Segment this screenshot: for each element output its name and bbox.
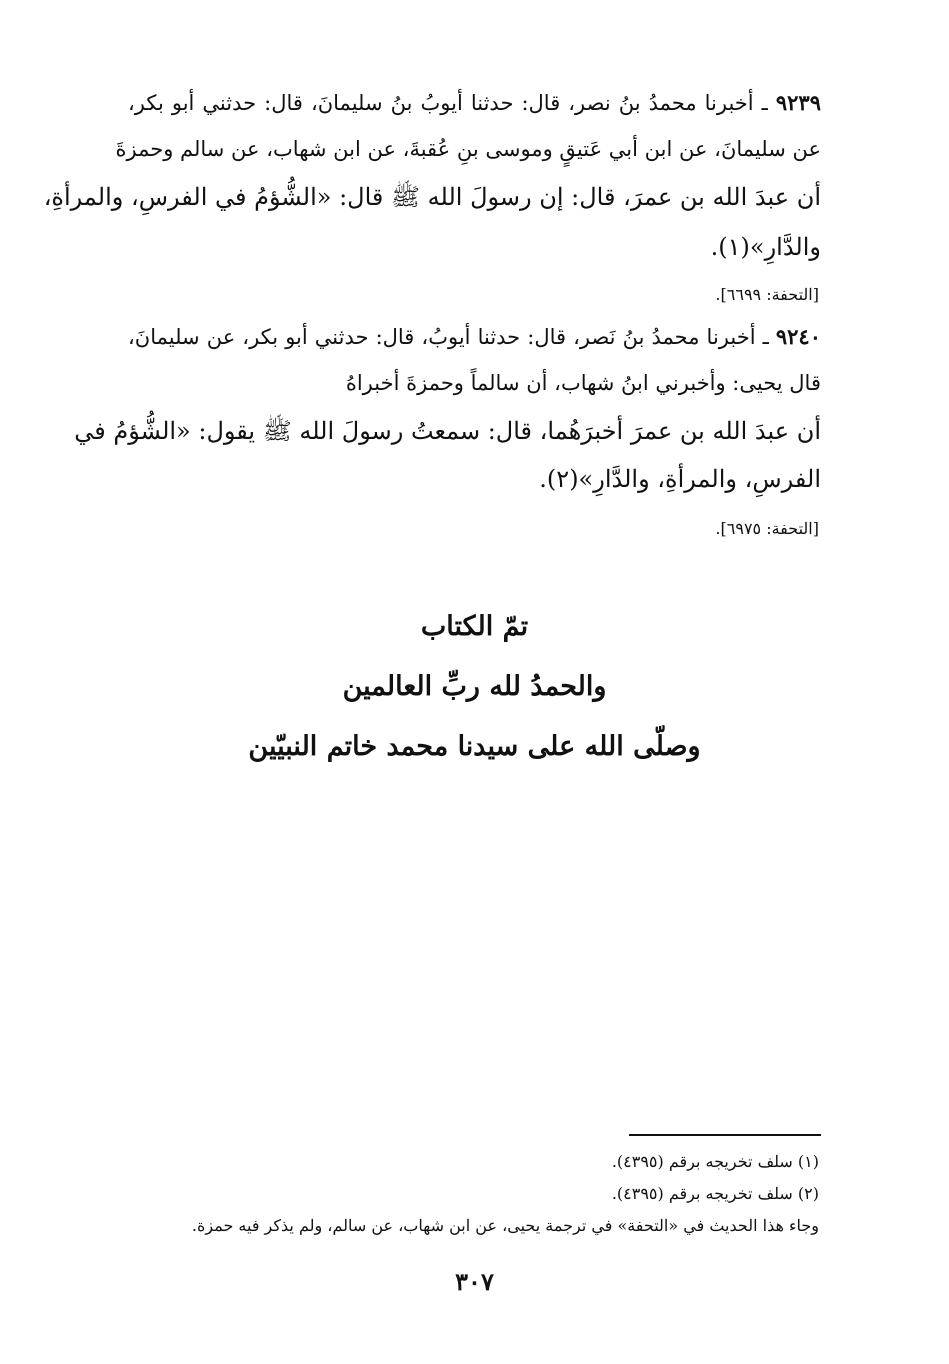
footnote-2-note: وجاء هذا الحديث في «التحفة» في ترجمة يحيى، عن ابن شهاب، عن سالم، ولم يذكر فيه حمزة. <box>191 1216 819 1235</box>
hadith-9239-line-2: عن سليمانَ، عن ابن أبي عَتيقٍ وموسى بنِ عُقبةَ، عن ابن شهاب، عن سالم وحمزةَ <box>115 137 821 161</box>
hadith-9240-line-2: قال يحيى: وأخبرني ابنُ شهاب، أن سالماً وحمزةَ أخبراهُ <box>345 371 821 395</box>
tuhfa-reference: [التحفة: ٦٦٩٩]. <box>715 285 819 304</box>
closing-line-1: تمّ الكتاب <box>420 611 529 642</box>
page-number: ٣٠٧ <box>455 1267 494 1296</box>
hadith-9240-line-3: أن عبدَ الله بن عمرَ أخبرَهُما، قال: سمعتُ رسولَ الله ﷺ يقول: «الشُّؤمُ في <box>74 417 821 445</box>
hadith-number: ٩٢٣٩ <box>775 90 821 115</box>
tuhfa-reference: [التحفة: ٦٩٧٥]. <box>715 519 819 538</box>
closing-line-3: وصلّى الله على سيدنا محمد خاتم النبيّين <box>248 731 701 762</box>
hadith-number: ٩٢٤٠ <box>775 324 821 349</box>
footnote-1: (١) سلف تخريجه برقم (٤٣٩٥). <box>611 1152 819 1171</box>
hadith-text: ـ أخبرنا محمدُ بنُ نَصر، قال: حدثنا أيوبُ، قال: حدثني أبو بكر، عن سليمانَ، <box>128 325 769 349</box>
hadith-9239-line-3: أن عبدَ الله بن عمرَ، قال: إن رسولَ الله ﷺ قال: «الشُّؤمُ في الفرسِ، والمرأةِ، <box>43 183 821 211</box>
footnote-divider <box>629 1134 821 1136</box>
footnote-2: (٢) سلف تخريجه برقم (٤٣٩٥). <box>611 1184 819 1203</box>
hadith-9240-line-1 <box>128 322 821 352</box>
hadith-9240-line-4: الفرسِ، والمرأةِ، والدَّارِ»(٢). <box>539 465 821 493</box>
hadith-9239-line-4: والدَّارِ»(١). <box>710 233 821 261</box>
hadith-text: ـ أخبرنا محمدُ بنُ نصر، قال: حدثنا أيوبُ بنُ سليمانَ، قال: حدثني أبو بكر، <box>128 91 768 115</box>
hadith-9239-line-1 <box>128 88 821 118</box>
closing-line-2: والحمدُ لله ربِّ العالمين <box>342 671 607 702</box>
